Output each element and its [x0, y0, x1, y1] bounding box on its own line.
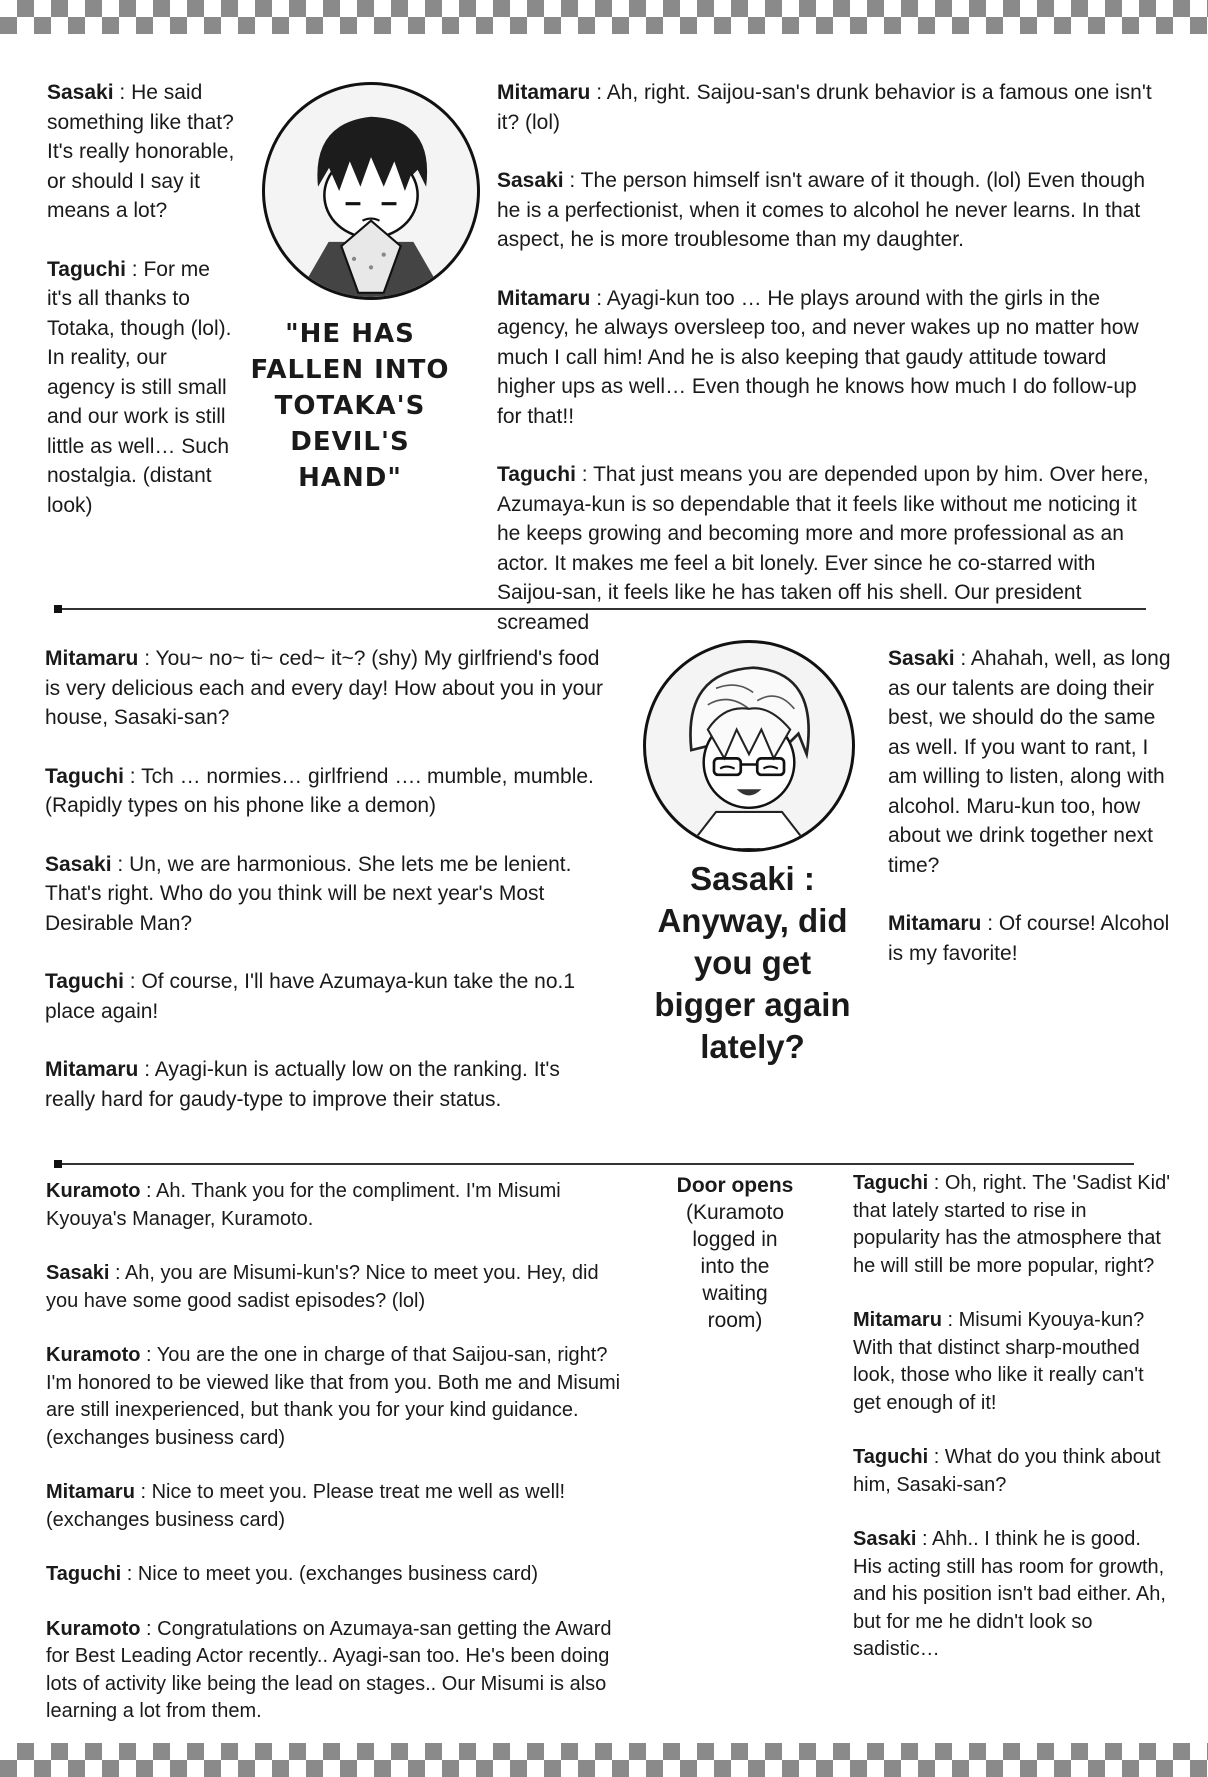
dialogue-line: Mitamaru : Of course! Alcohol is my favorite! [888, 912, 1170, 965]
dialogue-line: Kuramoto : Ah. Thank you for the compliment. I'm Misumi Kyouya's Manager, Kuramoto. [46, 1180, 561, 1230]
dialogue-line: Mitamaru : Ah, right. Saijou-san's drunk behavior is a famous one isn't it? (lol) [497, 81, 1152, 134]
section-divider [58, 1163, 1134, 1165]
dialogue-line: Sasaki : Ah, you are Misumi-kun's? Nice to meet you. Hey, did you have some good sadist episodes? (lol) [46, 1262, 599, 1312]
dialogue-line: Sasaki : He said something like that? It's really honorable, or should I say it means a lot? [47, 81, 235, 222]
dialogue-line: Taguchi : What do you think about him, Sasaki-san? [853, 1446, 1161, 1496]
dialogue-line: Mitamaru : Ayagi-kun is actually low on the ranking. It's really hard for gaudy-type to improve their status. [45, 1058, 560, 1111]
dialogue-line: Kuramoto : Congratulations on Azumaya-san getting the Award for Best Leading Actor recently.. Ayagi-san too. He's been doing lots of activity like being the lead on stages.. Our Misumi is also learning a lot from them. [46, 1617, 612, 1722]
dialogue-line: Taguchi : That just means you are depended upon by him. Over here, Azumaya-kun is so dependable that it feels like without me noticing it he keeps growing and becoming more and more professional as an actor. It makes me feel a bit lonely. Ever since he co-starred with Saijou-san, it feels like he has taken off his shell. Our president screamed [497, 463, 1149, 634]
dialogue-line: Sasaki : Ahh.. I think he is good. His acting still has room for growth, and his position isn't bad either. Ah, but for me he didn't look so sadistic… [853, 1528, 1166, 1660]
dialogue-line: Taguchi : For me it's all thanks to Totaka, though (lol). In reality, our agency is still small and our work is still little as well… Such nostalgia. (distant look) [47, 257, 232, 517]
chibi-portrait-icon [646, 643, 852, 849]
section2-caption: Sasaki : Anyway, did you get bigger again lately? [654, 860, 851, 1065]
dialogue-line: Sasaki : Ahahah, well, as long as our talents are doing their best, we should do the same as well. If you want to rant, I am willing to listen, along with alcohol. Maru-kun too, how about we drink together next time? [888, 647, 1171, 877]
door-opens-heading: Door opens [676, 1174, 794, 1197]
checker-border-bottom [0, 1743, 1208, 1777]
avatar-sasaki-portrait [643, 640, 855, 852]
dialogue-line: Sasaki : The person himself isn't aware of it though. (lol) Even though he is a perfectionist, when it comes to alcohol he never learns. In that aspect, he is more troublesome than my daughter. [497, 169, 1145, 251]
chibi-portrait-icon [265, 85, 477, 297]
avatar-taguchi-portrait [262, 82, 480, 300]
dialogue-line: Taguchi : Nice to meet you. (exchanges business card) [46, 1563, 539, 1585]
checker-border-top [0, 0, 1208, 34]
dialogue-line: Mitamaru : Ayagi-kun too … He plays around with the girls in the agency, he always oversleep too, and never wakes up no matter how much I call him! And he is also keeping that gaudy attitude toward higher ups as well… Even though he knows how much I do follow-up for that!! [497, 286, 1139, 428]
dialogue-line: Kuramoto : You are the one in charge of that Saijou-san, right? I'm honored to be viewed like that from you. Both me and Misumi are still inexperienced, but thank you for your kind guidance. (exchanges business card) [46, 1344, 621, 1449]
section2-right-column [888, 644, 1173, 968]
dialogue-line: Taguchi : Tch … normies… girlfriend …. mumble, mumble. (Rapidly types on his phone like a demon) [45, 764, 594, 817]
section1-left-column [47, 78, 237, 520]
dialogue-line: Taguchi : Of course, I'll have Azumaya-kun take the no.1 place again! [45, 970, 576, 1023]
dialogue-line: Taguchi : Oh, right. The 'Sadist Kid' that lately started to rise in popularity has the atmosphere that he will still be more popular, right? [853, 1172, 1171, 1277]
door-opens-note [675, 1172, 795, 1334]
section1-right-column [497, 78, 1157, 637]
dialogue-line: Mitamaru : Misumi Kyouya-kun? With that distinct sharp-mouthed look, those who like it really can't get enough of it! [853, 1309, 1145, 1414]
dialogue-line: Sasaki : Un, we are harmonious. She lets me be lenient. That's right. Who do you think will be next year's Most Desirable Man? [45, 852, 572, 935]
door-opens-text: (Kuramoto logged in into the waiting room) [685, 1201, 785, 1332]
section1-caption: "HE HAS FALLEN INTO TOTAKA'S DEVIL'S HAND" [250, 319, 450, 493]
section3-right-column [853, 1170, 1173, 1664]
section2-left-column [45, 644, 610, 1114]
dialogue-line: Mitamaru : You~ no~ ti~ ced~ it~? (shy) My girlfriend's food is very delicious each and every day! How about you in your house, Sasaki-san? [45, 647, 603, 729]
section-divider [58, 608, 1146, 610]
dialogue-line: Mitamaru : Nice to meet you. Please treat me well as well! (exchanges business card) [46, 1481, 566, 1531]
section3-left-column [46, 1178, 626, 1726]
